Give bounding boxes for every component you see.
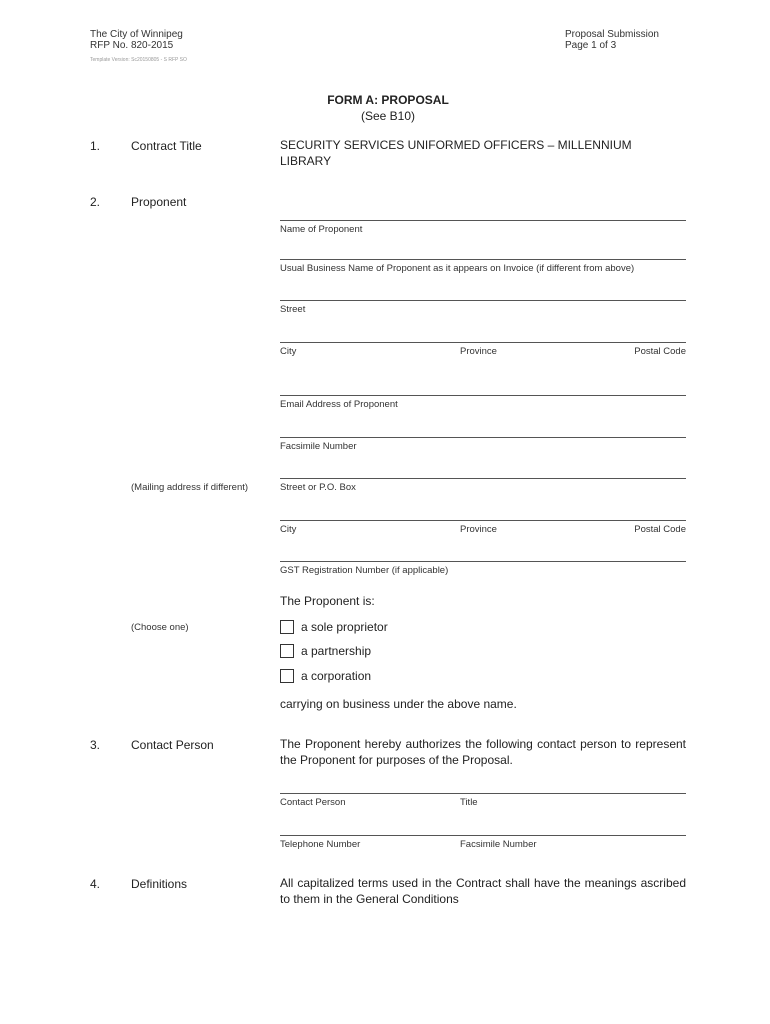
section-4-label: Definitions [131, 877, 188, 891]
partnership-checkbox[interactable] [280, 644, 294, 658]
email-label: Email Address of Proponent [280, 399, 398, 410]
section-3-label: Contact Person [131, 738, 214, 752]
corporation-label: a corporation [301, 669, 372, 683]
telephone-label: Telephone Number [280, 839, 361, 850]
contact-title-label: Title [460, 797, 478, 808]
street-label: Street [280, 304, 306, 315]
mailing-postal-code-label: Postal Code [634, 524, 686, 535]
mailing-city-label: City [280, 524, 297, 535]
province-label: Province [460, 346, 497, 357]
gst-label: GST Registration Number (if applicable) [280, 565, 449, 576]
sole-proprietor-checkbox[interactable] [280, 620, 294, 634]
form-subtitle: (See B10) [360, 109, 416, 123]
header-page: Page 1 of 3 [565, 40, 617, 51]
header-submission: Proposal Submission [565, 29, 659, 40]
section-2-label: Proponent [131, 195, 187, 209]
contact-authorization-text: The Proponent hereby authorizes the following contact person to represent the Proponent for purposes of the Proposal. [280, 737, 686, 767]
name-of-proponent-line[interactable] [280, 220, 686, 221]
section-2-number: 2. [90, 195, 101, 209]
contact-facsimile-label: Facsimile Number [460, 839, 537, 850]
header-rfp: RFP No. 820-2015 [90, 40, 174, 51]
mailing-city-province-postal-line[interactable] [280, 520, 686, 521]
postal-code-label: Postal Code [634, 346, 686, 357]
carrying-on-business-text: carrying on business under the above name. [280, 697, 517, 711]
sole-proprietor-label: a sole proprietor [301, 620, 388, 634]
business-name-line[interactable] [280, 259, 686, 260]
header-template-version: Template Version: Sc20150805 - S RFP SO [90, 57, 187, 63]
section-4-number: 4. [90, 877, 101, 891]
section-1-number: 1. [90, 139, 101, 153]
po-box-label: Street or P.O. Box [280, 482, 356, 493]
gst-line[interactable] [280, 561, 686, 562]
partnership-label: a partnership [301, 644, 372, 658]
proponent-is-heading: The Proponent is: [280, 594, 375, 608]
choose-one-note: (Choose one) [131, 622, 189, 633]
section-1-label: Contract Title [131, 139, 202, 153]
definitions-text: All capitalized terms used in the Contract shall have the meanings ascribed to them in the General Conditions [280, 876, 686, 906]
name-of-proponent-label: Name of Proponent [280, 224, 363, 235]
contact-person-label: Contact Person [280, 797, 346, 808]
facsimile-line[interactable] [280, 437, 686, 438]
section-3-number: 3. [90, 738, 101, 752]
corporation-checkbox[interactable] [280, 669, 294, 683]
city-label: City [280, 346, 297, 357]
po-box-line[interactable] [280, 478, 686, 479]
city-province-postal-line[interactable] [280, 342, 686, 343]
business-name-label: Usual Business Name of Proponent as it appears on Invoice (if different from above) [280, 263, 635, 274]
header-org: The City of Winnipeg [90, 29, 183, 40]
telephone-fax-line[interactable] [280, 835, 686, 836]
contact-person-line[interactable] [280, 793, 686, 794]
facsimile-label: Facsimile Number [280, 441, 357, 452]
street-line[interactable] [280, 300, 686, 301]
contract-title-value: SECURITY SERVICES UNIFORMED OFFICERS – MILLENNIUM LIBRARY [280, 138, 632, 168]
email-line[interactable] [280, 395, 686, 396]
form-title: FORM A: PROPOSAL [327, 93, 449, 107]
mailing-address-note: (Mailing address if different) [131, 482, 249, 493]
mailing-province-label: Province [460, 524, 497, 535]
